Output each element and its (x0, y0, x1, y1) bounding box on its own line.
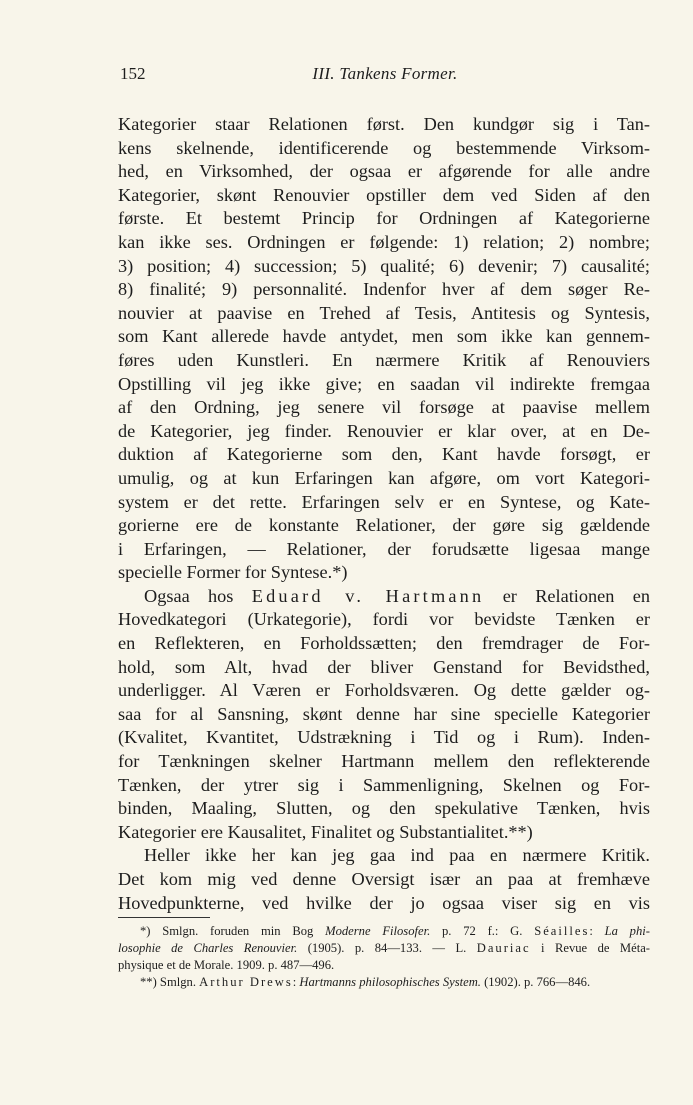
text-line: Kategorier, skønt Renouvier opstiller dem ved Siden af den (118, 184, 650, 205)
text-line: af den Ordning, jeg senere vil forsøge at paavise mellem (118, 397, 650, 418)
note-author: Séailles (534, 924, 590, 938)
note-title: Moderne Filosofer. (325, 924, 431, 938)
text-line: hold, som Alt, hvad der bliver Genstand for Bevidsthed, (118, 656, 650, 677)
text-line: i Erfaringen, — Relationer, der forudsætte ligesaa mange (118, 538, 650, 559)
text-line: umulig, og at kun Erfaringen kan afgøre, om vort Kategori- (118, 467, 650, 488)
page-header (120, 64, 650, 88)
text-line: de Kategorier, jeg finder. Renouvier er klar over, at en De- (118, 420, 650, 441)
footnotes (118, 923, 650, 991)
note-text: (1905). p. 84—133. — L. (297, 941, 477, 955)
text-line: duktion af Kategorierne som den, Kant havde forsøgt, er (118, 444, 650, 465)
note-title: Hartmanns philosophisches System. (299, 975, 481, 989)
author-name: Eduard v. Hartmann (251, 585, 485, 606)
text-line: saa for al Sansning, skønt denne har sine specielle Kategorier (118, 703, 650, 724)
note-text: **) Smlgn. (140, 975, 200, 989)
footnote-rule (118, 917, 210, 918)
text-line: 8) finalité; 9) personnalité. Indenfor hver af dem søger Re- (118, 279, 650, 300)
text-line: 3) position; 4) succession; 5) qualité; 6) devenir; 7) causalité; (118, 255, 650, 276)
footnote-line: physique et de Morale. 1909. p. 487—496. (118, 958, 335, 972)
text-line: Kategorier staar Relationen først. Den kundgør sig i Tan- (118, 114, 650, 134)
note-text: *) Smlgn. foruden min Bog (140, 924, 326, 938)
text-line: for Tænkningen skelner Hartmann mellem den reflekterende (118, 751, 650, 772)
text-line: en Reflekteren, en Forholdssætten; den fremdrager de For- (118, 633, 650, 654)
text-line: Hovedkategori (Urkategorie), fordi vor bevidste Tænken er (118, 609, 650, 630)
text-line: som Kant allerede havde antydet, men som ikke kan gennem- (118, 326, 650, 347)
running-title: III. Tankens Former. (312, 64, 458, 83)
footnote-line (118, 974, 650, 991)
footnote-line (118, 940, 650, 957)
text-line: Hovedpunkterne, ved hvilke der jo ogsaa viser sig en vis (118, 892, 650, 913)
text-line: binden, Maaling, Slutten, og den spekulative Tænken, hvis (118, 798, 650, 819)
text-line: specielle Former for Syntese.*) (118, 562, 348, 583)
paragraph-start (118, 585, 650, 609)
note-author: Arthur Drews (199, 975, 293, 989)
text-line: (Kvalitet, Kvantitet, Udstrækning i Tid og i Rum). Inden- (118, 727, 650, 748)
note-text: (1902). p. 766—846. (480, 975, 591, 989)
footnote-line (118, 923, 650, 940)
note-title: La phi- (604, 924, 650, 938)
text-fragment: Ogsaa hos (144, 585, 252, 606)
paragraph-start: Heller ikke her kan jeg gaa ind paa en nærmere Kritik. (144, 845, 650, 866)
note-title: losophie de Charles Renouvier. (118, 941, 298, 955)
page-number: 152 (120, 64, 146, 83)
text-line: føres uden Kunstleri. En nærmere Kritik af Renouviers (118, 349, 650, 370)
body-text (118, 113, 650, 915)
note-text: : (589, 924, 605, 938)
note-author: Dauriac (476, 941, 531, 955)
text-line: gorierne ere de konstante Relationer, der gøre sig gældende (118, 515, 650, 536)
note-text: p. 72 f.: G. (430, 924, 535, 938)
text-line: Opstilling vil jeg ikke give; en saadan vil indirekte fremgaa (118, 373, 650, 394)
note-text: i Revue de Méta- (530, 941, 650, 955)
note-text: : (292, 975, 300, 989)
text-line: kens skelnende, identificerende og bestemmende Virksom- (118, 137, 650, 158)
text-line: første. Et bestemt Princip for Ordningen af Kategorierne (118, 208, 650, 229)
text-line: nouvier at paavise en Trehed af Tesis, Antitesis og Syntesis, (118, 302, 650, 323)
text-line: underligger. Al Væren er Forholdsværen. Og dette gælder og- (118, 680, 650, 701)
text-line: hed, en Virksomhed, der ogsaa er afgørende for alle andre (118, 161, 650, 182)
text-line: Det kom mig ved denne Oversigt især an paa at fremhæve (118, 869, 650, 889)
text-fragment: er Relationen en (484, 585, 650, 606)
text-line: system er det rette. Erfaringen selv er en Syntese, og Kate- (118, 491, 650, 512)
text-line: Kategorier ere Kausalitet, Finalitet og Substantialitet.**) (118, 821, 533, 842)
text-line: Tænken, der ytrer sig i Sammenligning, Skelnen og For- (118, 774, 650, 795)
text-line: kan ikke ses. Ordningen er følgende: 1) relation; 2) nombre; (118, 231, 650, 252)
